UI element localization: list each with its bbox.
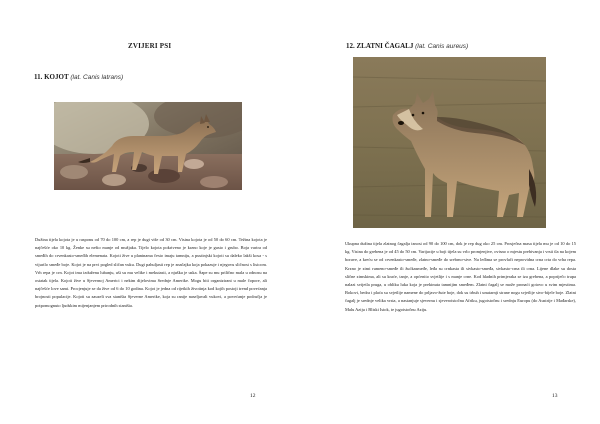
page-number: 13 — [552, 393, 558, 399]
jackal-photo — [353, 57, 546, 228]
jackal-heading-latin: (lat. Canis aureus) — [415, 43, 469, 50]
page-number: 12 — [250, 393, 256, 399]
jackal-description: Ukupna dužina tijela zlatnog čagalja iznosi od 90 do 100 cm, dok je rep dug oko 25 cm. Prosječna masa tijela mu je od 10 do 15 kg. Visina do grebena je od 45 do 50 cm. Varijacije u boji tijela su vrlo promjenjive, ovisno o mjestu prebivanja i vrsti tla na kojem borave, a kreću se od crvenkasto-smeđe, zlatno-smeđe do srebrno-sive. Na leđima se provlači neprovidna crna crta do vrha repa. Krzno je zimi rumeno-smeđe ili žućkasmeđe, leđa su crnkasta ili sivkasto-smeđa, sivkasto-crna ili crna. Lijene dlake su dosta slične zimskima, ali su kraće, tanje, a općenito svjetlije i s manje crne. Kod hladnih primjeraka se iza grebena, a popriječo trupa nalazi svijetla pruga, u obliku luka koja je prekinuta tamnijim smeđem. Zlatni čagalj se može pronaći gotovo u svim mjestima. Bokovi, bedra i plaća su svjetlije namene do prljavo-žute boje, dok su trbuh i unutarnji strane nogu svjetlije sivo-bijele boje. Zlatni čagalj je srednje velika vrsta, a nastanjuje sjevernu i sjeveroistočnu Afriku, jugoistočnu i srednju Europu (do Austrije i Mađarske), Malu Aziju i Bliski Istok, te jugoistočnu Aziju. — [345, 241, 576, 312]
coyote-description: Dužina tijela kojota je u rasponu od 70 do 100 cm, a rep je dugi više od 30 cm. Visina kojota je od 50 do 60 cm. Težina kojota je najčešće oko 10 kg. Ženke su nešto manje od mužjaka. Tijelo kojota pokriveno je krzno koje je gusto i grubo. Boja varira od smeđih do crvenkasto-smeđih elemenata. Kojoti žive u planinama često imaju tamniju, a pustinjski kojoti su dalekо lakši kosa - s vijurilo smeđe boje. Kojot je na prvi pogled sličan vuku. Dugi pahuljasti rep je značajka koja pokazuje i njegovu sličnost s lisicom. Vrh repa je crn. Kojot ima izduženu lubanju, uši su mu velike i mekutasti, a njuška je uska. Šape su mu prilično mala u odnosu na ostatak tijela. Kojoti žive u Sjevernoj Americi i nekim dijelovima Srednje Amerike. Mogu biti organizirani u male čopore, ali najčešće love sami. Procjenjuje se da žive od 6 do 10 godina. Kojot je jedna od rijetkih životinja kod kojih postoji trend povećanja brojnosti populacije. Kojoti su zauzeli sva staništa Sjeverne Amerike, koja su ranije naseljavali vukovi, a povećanje područja je potpomognuto ljudskim mijenjanjem prirodnih staništa. — [35, 237, 267, 308]
right-page — [300, 0, 600, 424]
coyote-photo — [54, 102, 242, 190]
coyote-heading — [34, 73, 123, 81]
jackal-heading — [346, 42, 468, 50]
section-title: ZVIJERI PSI — [128, 42, 172, 50]
coyote-heading-latin: (lat. Canis latrans) — [70, 74, 124, 81]
jackal-heading-title: 12. ZLATNI ČAGALJ — [346, 42, 414, 50]
coyote-heading-title: 11. KOJOT — [34, 73, 69, 81]
